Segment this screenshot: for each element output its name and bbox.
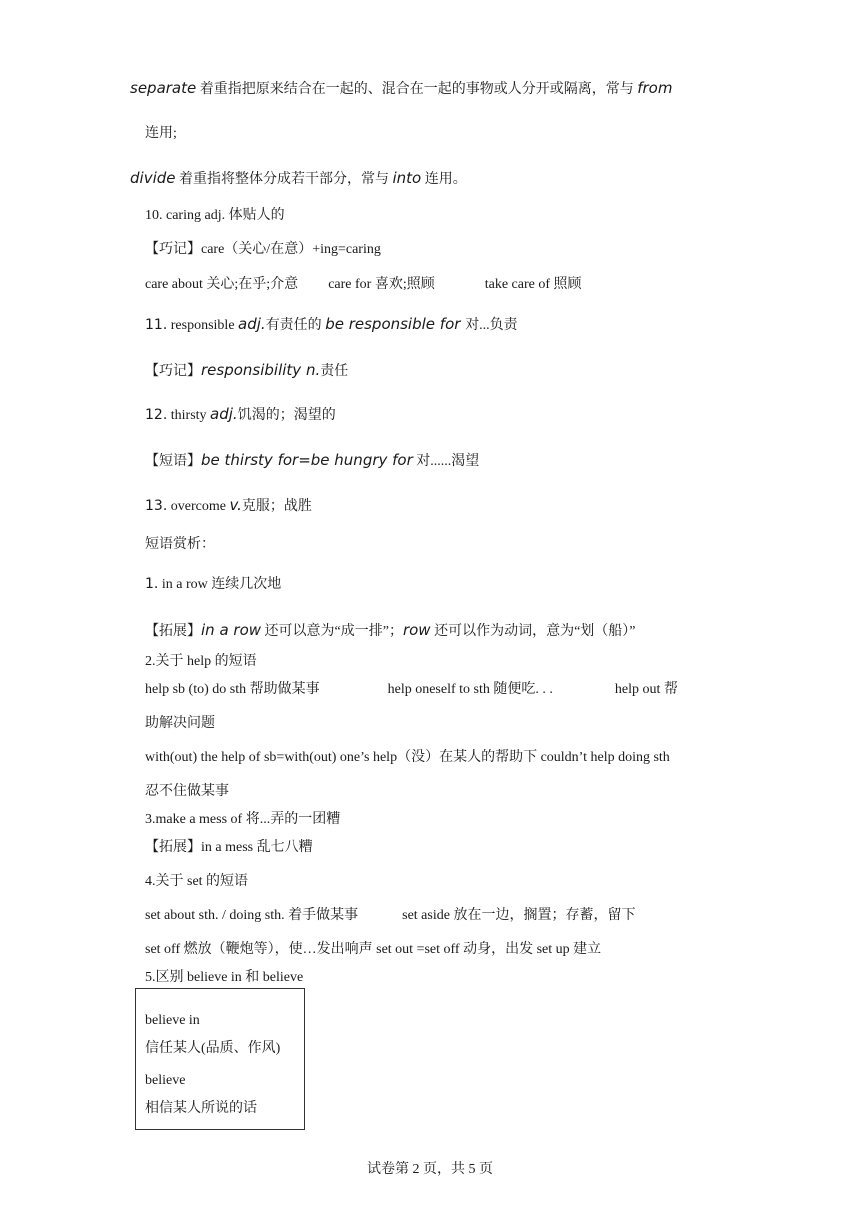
thirsty-word: thirsty	[167, 408, 211, 423]
make-a-mess: 3.make a mess of 将...弄的一团糟	[145, 812, 341, 827]
in-a-row-entry	[145, 574, 281, 595]
separate-line	[130, 78, 672, 100]
phrase-section-title: 短语赏析：	[145, 537, 215, 552]
keyword-separate: separate	[130, 79, 197, 97]
in-a-row-mid: 还可以意为“成一排”；	[261, 624, 403, 639]
thirsty-phrase-meaning: 对......渴望	[412, 454, 480, 469]
overcome-word: overcome	[167, 499, 230, 514]
phrase-tag: 【短语】	[145, 454, 201, 469]
responsibility-word: responsibility n.	[201, 361, 321, 379]
help-oneself: help oneself to sth 随便吃. . .	[387, 682, 553, 697]
care-for: care for 喜欢;照顾	[328, 277, 435, 292]
row-end: 还可以作为动词，意为“划（船）”	[430, 624, 636, 639]
thirsty-phrase-line	[145, 450, 479, 472]
help-phrases	[145, 680, 678, 700]
responsible-meaning: 有责任的	[265, 318, 326, 333]
number-1: 1.	[145, 576, 159, 592]
set-title: 4.关于 set 的短语	[145, 874, 249, 889]
in-a-row-extension	[145, 620, 636, 642]
set-about: set about sth. / doing sth. 着手做某事	[145, 908, 359, 923]
responsibility-tip	[145, 360, 348, 382]
number-13: 13.	[145, 498, 168, 514]
in-a-row-text: in a row 连续几次地	[158, 577, 282, 592]
overcome-meaning: 克服；战胜	[241, 499, 312, 514]
keyword-into: into	[392, 169, 422, 187]
thirsty-entry	[145, 404, 336, 426]
set-phrases-2: set off 燃放（鞭炮等），使…发出响声 set out =set off 动身，出发 set up 建立	[145, 942, 602, 957]
keyword-divide: divide	[130, 169, 176, 187]
care-phrases	[145, 275, 582, 295]
separate-continuation: 连用;	[145, 126, 177, 141]
divide-line	[130, 168, 467, 190]
number-12: 12.	[145, 407, 168, 423]
table-row-believe-in: believe in	[145, 1013, 200, 1028]
pos-adj: adj.	[210, 405, 238, 423]
page-footer: 试卷第 2 页，共 5 页	[367, 1162, 493, 1177]
number-11: 11.	[145, 317, 168, 333]
in-a-mess-tip: 【拓展】in a mess 乱七八糟	[145, 840, 313, 855]
help-out-continuation: 助解决问题	[145, 716, 215, 731]
thirsty-phrase: be thirsty for=be hungry for	[201, 451, 413, 469]
help-with-line: with(out) the help of sb=with(out) one’s help（没）在某人的帮助下 couldn’t help doing sth	[145, 750, 670, 765]
help-with-continuation: 忍不住做某事	[145, 784, 229, 799]
table-row-believe: believe	[145, 1073, 186, 1088]
set-phrases-1	[145, 906, 635, 926]
row-word: row	[402, 621, 431, 639]
caring-tip: 【巧记】care（关心/在意）+ing=caring	[145, 242, 381, 257]
take-care-of: take care of 照顾	[484, 277, 582, 292]
thirsty-meaning: 饥渴的；渴望的	[237, 408, 336, 423]
table-row-believe-meaning: 相信某人所说的话	[145, 1101, 257, 1116]
table-row-believe-in-meaning: 信任某人(品质、作风)	[145, 1041, 281, 1056]
divide-end: 连用。	[421, 172, 467, 187]
believe-title: 5.区别 believe in 和 believe	[145, 970, 304, 985]
help-title: 2.关于 help 的短语	[145, 654, 257, 669]
tip-tag: 【巧记】	[145, 364, 201, 379]
extension-tag: 【拓展】	[145, 624, 201, 639]
separate-text: 着重指把原来结合在一起的、混合在一起的事物或人分开或隔离，常与	[196, 82, 638, 97]
believe-table	[135, 988, 305, 1130]
pos-v: v.	[229, 496, 242, 514]
responsible-entry	[145, 314, 518, 336]
responsible-phrase: be responsible for	[325, 315, 466, 333]
divide-text: 着重指将整体分成若干部分，常与	[175, 172, 393, 187]
keyword-from: from	[637, 79, 673, 97]
help-sb-do: help sb (to) do sth 帮助做某事	[145, 682, 320, 697]
responsible-phrase-meaning: 对...负责	[465, 318, 518, 333]
overcome-entry	[145, 495, 312, 517]
care-about: care about 关心;在乎;介意	[145, 277, 299, 292]
responsible-word: responsible	[167, 318, 239, 333]
pos-adj: adj.	[238, 315, 266, 333]
set-aside: set aside 放在一边，搁置；存蓄，留下	[402, 908, 636, 923]
responsibility-meaning: 责任	[320, 364, 349, 379]
help-out: help out 帮	[614, 682, 678, 697]
caring-entry: 10. caring adj. 体贴人的	[145, 208, 285, 223]
in-a-row-phrase: in a row	[201, 621, 262, 639]
